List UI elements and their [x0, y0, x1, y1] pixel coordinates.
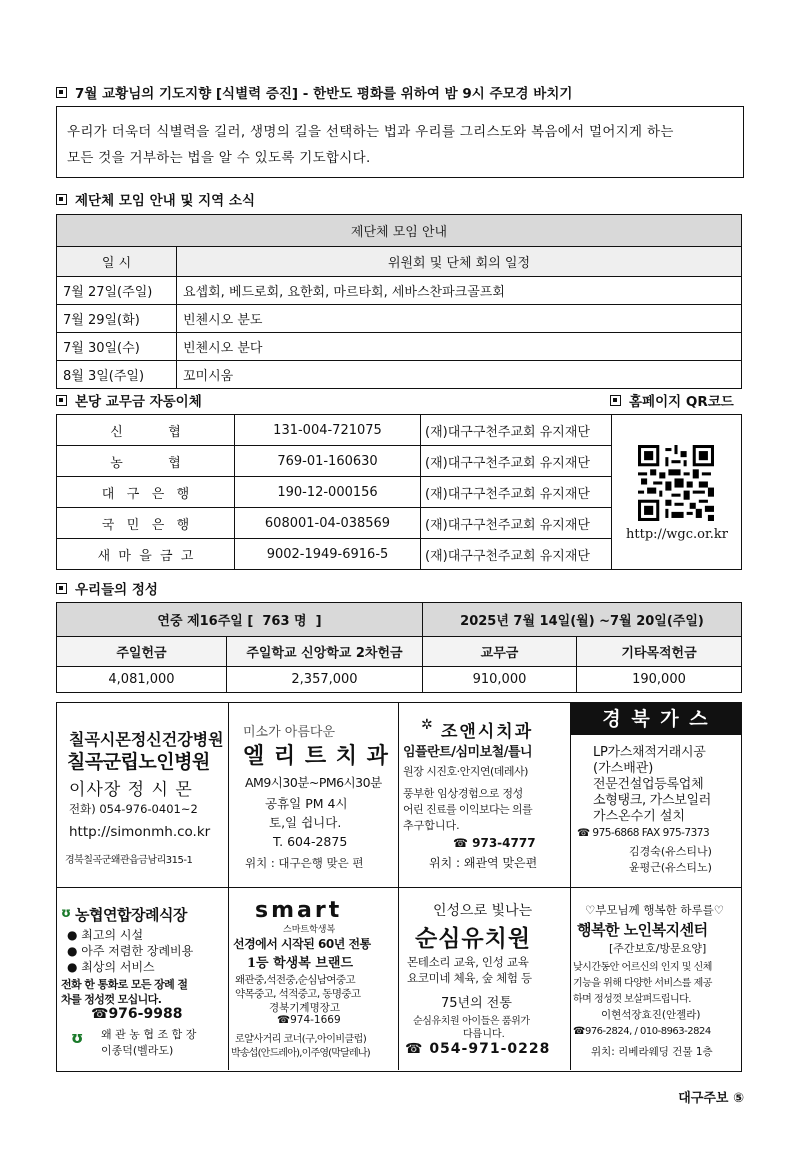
ad-line: 칠곡군립노인병원	[67, 751, 210, 773]
ad-smart-uniform	[229, 888, 399, 1070]
ad-line: 선경에서 시작된 60년 전통	[233, 937, 371, 951]
offering-section-title: 우리들의 정성	[56, 578, 158, 598]
square-bullet-icon	[56, 395, 67, 406]
prayer-line: 모든 것을 거부하는 법을 알 수 있도록 기도합시다.	[67, 150, 371, 166]
ad-line: 약목중고, 석적중고, 동명중고	[235, 988, 361, 1000]
ad-line: 엘 리 트 치 과	[243, 743, 389, 769]
table-row	[57, 539, 612, 570]
ad-line: ☎ 975-6868 FAX 975-7373	[577, 827, 710, 839]
ad-line: 토,일 쉽니다.	[269, 815, 342, 830]
meetings-table	[56, 214, 742, 389]
meeting-desc: 꼬미시움	[177, 361, 742, 389]
offering-value: 4,081,000	[57, 667, 227, 693]
ad-elderly-welfare-center	[571, 888, 741, 1070]
ad-line: 칠곡시몬정신건강병원	[69, 730, 224, 749]
page-footer: 대구주보 ⑤	[678, 1091, 744, 1106]
account-number: 608001-04-038569	[235, 508, 421, 539]
offering-label: 주일헌금	[57, 637, 227, 667]
ad-line: ● 최고의 시설	[67, 928, 144, 942]
meeting-desc: 빈첸시오 분다	[177, 333, 742, 361]
ad-elite-dental	[229, 703, 399, 888]
col-date-header: 일 시	[57, 247, 177, 277]
bank-name: 새 마 을 금 고	[57, 539, 235, 570]
ad-line: 전화 한 통화로 모든 장례 절	[61, 978, 188, 991]
nh-logo-icon: ʊ	[61, 906, 72, 921]
meeting-date: 7월 29일(화)	[57, 305, 177, 333]
ad-line: 스마트학생복	[283, 925, 336, 935]
account-owner: (재)대구구천주교회 유지재단	[421, 415, 612, 446]
ad-line: 경북기계명장고	[269, 1002, 341, 1014]
offering-week-header: 연중 제16주일 [ 763 명 ]	[57, 603, 423, 637]
ad-line: 75년의 전통	[441, 996, 512, 1011]
meeting-date: 7월 30일(수)	[57, 333, 177, 361]
ad-line: 위치 : 대구은행 맞은 편	[245, 856, 364, 870]
ad-line: 임플란트/심미보철/틀니	[403, 745, 533, 760]
ad-line: 위치 : 왜관역 맞은편	[429, 856, 538, 870]
ad-line: 농협연합장례식장	[75, 906, 187, 924]
table-row	[57, 277, 742, 305]
nh-logo-icon: ʊ	[71, 1028, 84, 1047]
ad-line: ☎ 054-971-0228	[405, 1041, 551, 1057]
account-owner: (재)대구구천주교회 유지재단	[421, 446, 612, 477]
table-row	[57, 415, 612, 446]
ad-line: 위치: 리베라웨딩 건물 1층	[591, 1046, 713, 1058]
table-row	[57, 305, 742, 333]
ad-joanne-dental	[399, 703, 571, 888]
prayer-box	[56, 106, 744, 178]
offering-label: 교무금	[423, 637, 577, 667]
account-number: 769-01-160630	[235, 446, 421, 477]
ad-line: ☎976-9988	[91, 1006, 183, 1022]
ad-line: 순심유치원	[415, 926, 532, 952]
ad-line: 소형탱크, 가스보일러	[593, 793, 711, 808]
ad-line: ♡부모님께 행복한 하루를♡	[585, 903, 725, 917]
ad-line: ☎ 973-4777	[453, 836, 536, 850]
offering-label: 기타목적헌금	[577, 637, 742, 667]
meetings-section-title: 제단체 모임 안내 및 지역 소식	[56, 189, 255, 209]
ad-line: ☎976-2824, / 010-8963-2824	[573, 1026, 711, 1037]
ad-line: 전화) 054-976-0401~2	[69, 802, 198, 816]
ad-line: 로얄사거리 코너(구,아이비클럽)	[235, 1034, 367, 1045]
ad-line: 이현석장효진(안젤라)	[601, 1009, 701, 1021]
ad-line: 요코미네 체육, 숲 체험 등	[407, 971, 532, 985]
meetings-table-title: 제단체 모임 안내	[57, 215, 742, 247]
ad-line: ☎974-1669	[277, 1014, 341, 1026]
table-row	[57, 446, 612, 477]
ad-line: 윤평근(유스티노)	[629, 861, 712, 874]
bank-name: 신 협	[57, 415, 235, 446]
ad-line: 낮시간동안 어르신의 인지 및 신체	[573, 962, 712, 973]
account-number: 9002-1949-6916-5	[235, 539, 421, 570]
ad-line: 이종덕(벨라도)	[101, 1044, 174, 1057]
ad-line: 1등 학생복 브랜드	[247, 956, 354, 971]
bank-name: 국 민 은 행	[57, 508, 235, 539]
ad-line: 몬테소리 교육, 인성 교육	[407, 955, 529, 969]
meeting-desc: 요셉회, 베드로회, 요한회, 마르타회, 세바스찬파크골프회	[177, 277, 742, 305]
ad-line: 경 북 가 스	[571, 703, 741, 735]
ad-line: smart	[255, 898, 343, 923]
offering-date-header: 2025년 7월 14일(월) ~7월 20일(주일)	[423, 603, 742, 637]
tooth-icon: ✲	[421, 717, 433, 733]
ad-simon-hospital	[57, 703, 229, 888]
offering-value: 2,357,000	[227, 667, 423, 693]
ad-line: ● 아주 저렴한 장례비용	[67, 944, 194, 958]
ad-line: 왜 관 농 협 조 합 장	[101, 1028, 197, 1041]
bank-name: 농 협	[57, 446, 235, 477]
ad-line: 김경숙(유스티나)	[629, 845, 712, 858]
square-bullet-icon	[56, 87, 67, 98]
prayer-line: 우리가 더욱더 식별력을 길러, 생명의 길을 선택하는 법과 우리를 그리스도와 복음에서 멀어지게 하는	[67, 124, 674, 140]
qr-box	[612, 414, 742, 570]
meeting-desc: 빈첸시오 분도	[177, 305, 742, 333]
ad-sunsim-kindergarten	[399, 888, 571, 1070]
ad-line: 차를 정성껏 모십니다.	[61, 993, 162, 1006]
ad-line: 가스온수기 설치	[593, 809, 686, 824]
ad-line: 경북칠곡군왜관읍금남리315-1	[65, 855, 193, 866]
ad-line: 박송섭(안드레아),이주영(막달레나)	[231, 1048, 370, 1059]
ad-line: 공휴일 PM 4시	[265, 796, 348, 811]
ad-line: 다릅니다.	[463, 1029, 505, 1040]
account-number: 131-004-721075	[235, 415, 421, 446]
ads-grid	[56, 702, 742, 1072]
ad-line: [주간보호/방문요양]	[609, 942, 707, 955]
account-owner: (재)대구구천주교회 유지재단	[421, 539, 612, 570]
transfer-section-title: 본당 교무금 자동이체	[56, 390, 202, 410]
ad-line: 순심유치원 아이들은 품위가	[413, 1016, 530, 1027]
ad-line: 미소가 아름다운	[243, 725, 336, 740]
table-row	[57, 477, 612, 508]
ad-line: 행복한 노인복지센터	[577, 921, 708, 939]
ad-line: 하며 정성껏 보살펴드립니다.	[573, 994, 691, 1005]
ad-gyeongbuk-gas	[571, 703, 741, 888]
offering-value: 910,000	[423, 667, 577, 693]
offering-value: 190,000	[577, 667, 742, 693]
ad-line: 원장 시진호·안지연(데레사)	[403, 765, 528, 778]
square-bullet-icon	[56, 194, 67, 205]
ad-line: 인성으로 빛나는	[433, 903, 533, 919]
qr-section-title: 홈페이지 QR코드	[610, 390, 734, 410]
meeting-date: 7월 27일(주일)	[57, 277, 177, 305]
ad-line: 이사장 정 시 몬	[69, 780, 193, 800]
homepage-url[interactable]: http://wgc.or.kr	[626, 527, 728, 542]
ad-line: 전문건설업등록업체	[593, 777, 704, 792]
ad-line: 왜관중,석전중,순심남여중고	[235, 974, 355, 986]
qr-code-icon[interactable]	[638, 445, 714, 521]
offering-table	[56, 602, 742, 693]
table-row	[57, 333, 742, 361]
ad-line: 추구합니다.	[403, 819, 460, 832]
prayer-section-title: 7월 교황님의 기도지향 [식별력 증진] - 한반도 평화를 위하여 밤 9시 주모경 바치기	[56, 82, 572, 102]
ad-line: LP가스채적거래시공	[593, 745, 706, 760]
account-number: 190-12-000156	[235, 477, 421, 508]
ad-line: 풍부한 임상경험으로 정성	[403, 787, 523, 800]
square-bullet-icon	[56, 583, 67, 594]
table-row	[57, 361, 742, 389]
table-row	[57, 508, 612, 539]
col-desc-header: 위원회 및 단체 회의 일정	[177, 247, 742, 277]
offering-label: 주일학교 신앙학교 2차헌금	[227, 637, 423, 667]
ad-line: 조앤시치과	[441, 722, 534, 742]
ad-line: 기능을 위해 다양한 서비스를 제공	[573, 978, 712, 989]
ad-line: AM9시30분~PM6시30분	[245, 775, 382, 790]
ad-line[interactable]: http://simonmh.co.kr	[69, 824, 211, 840]
account-owner: (재)대구구천주교회 유지재단	[421, 508, 612, 539]
transfer-table	[56, 414, 612, 570]
meeting-date: 8월 3일(주일)	[57, 361, 177, 389]
square-bullet-icon	[610, 395, 621, 406]
ad-line: (가스배관)	[593, 761, 654, 776]
ad-line: T. 604-2875	[273, 834, 348, 849]
ad-line: ● 최상의 서비스	[67, 960, 155, 974]
account-owner: (재)대구구천주교회 유지재단	[421, 477, 612, 508]
ad-line: 어린 진료를 이익보다는 의를	[403, 803, 533, 816]
ad-nh-funeral	[57, 888, 229, 1070]
bank-name: 대 구 은 행	[57, 477, 235, 508]
